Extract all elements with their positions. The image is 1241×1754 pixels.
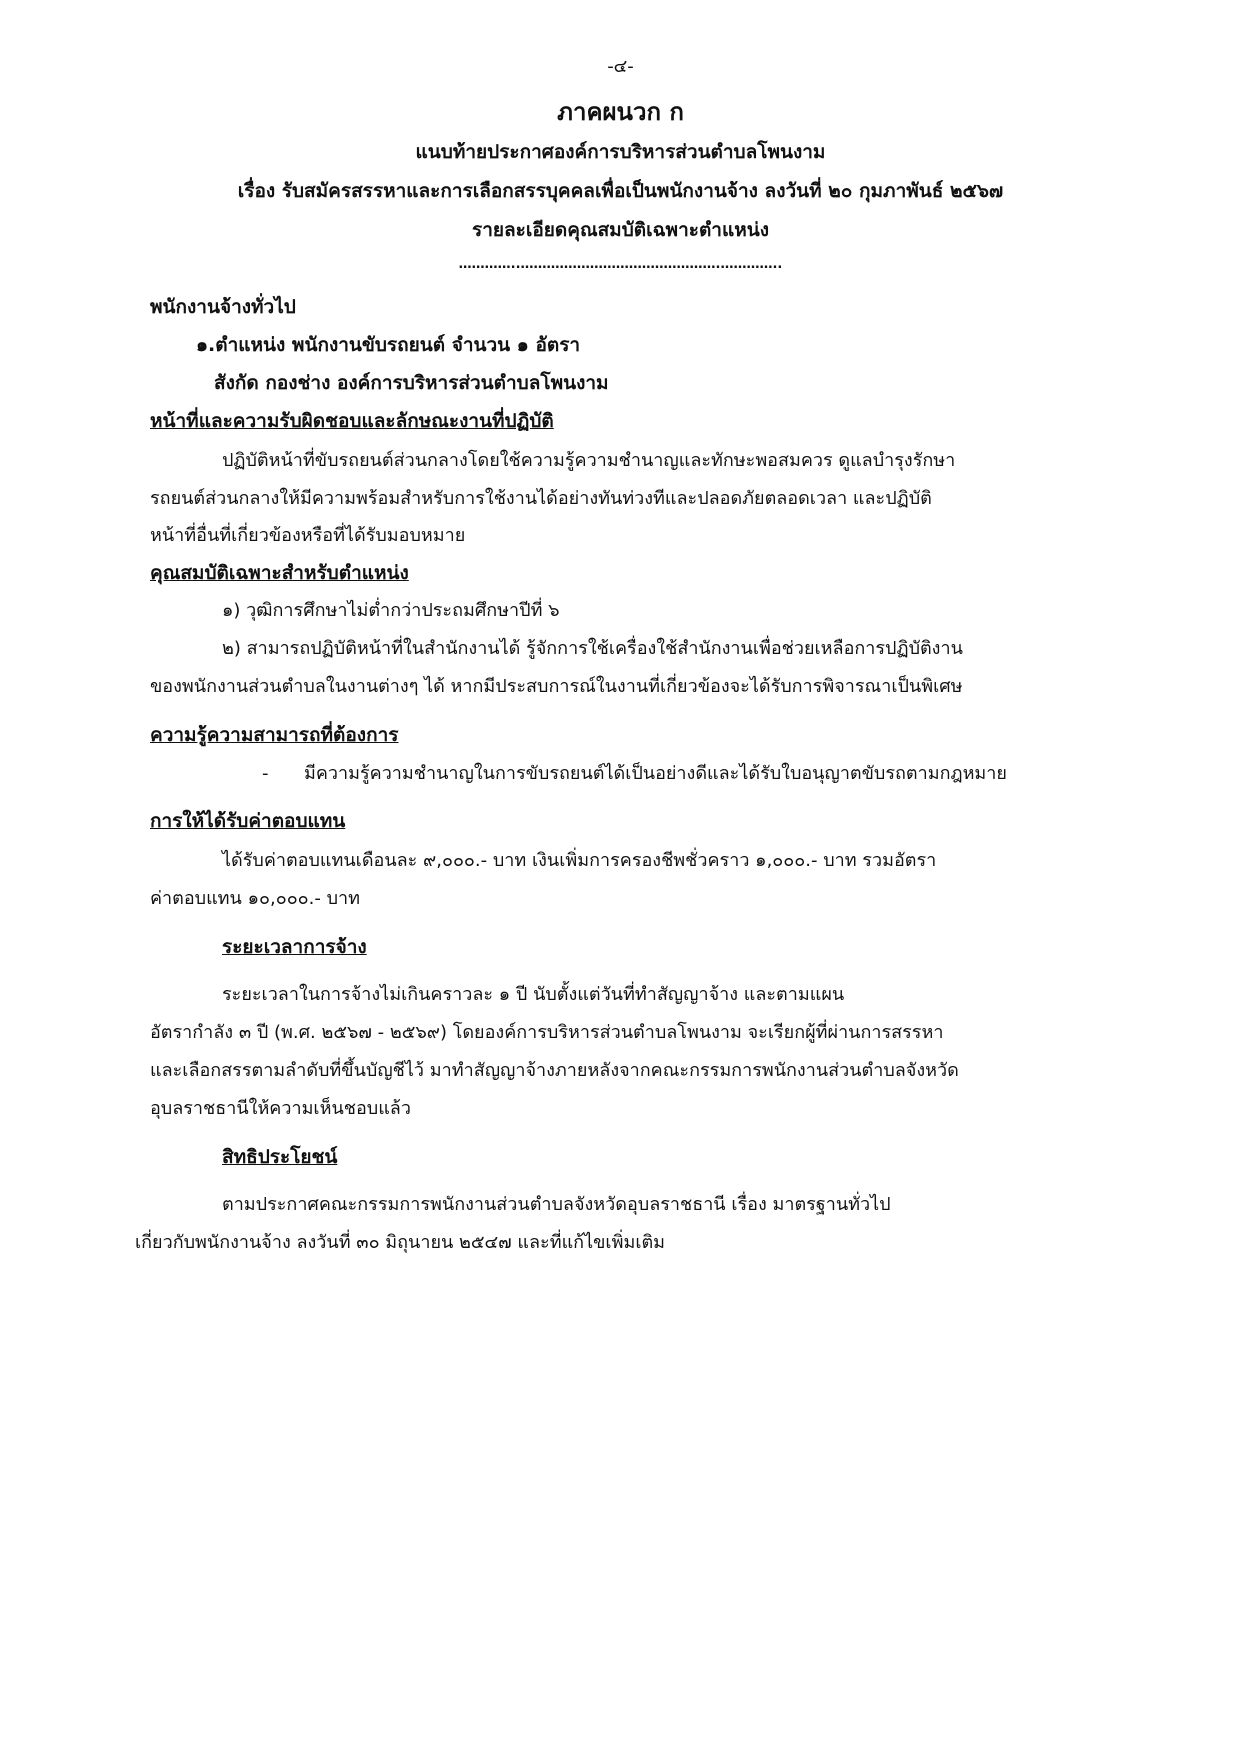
- employment-period-heading: ระยะเวลาการจ้าง: [222, 936, 367, 958]
- knowledge-heading: ความรู้ความสามารถที่ต้องการ: [150, 724, 399, 746]
- employment-period-line-3: และเลือกสรรตามลำดับที่ขึ้นบัญชีไว้ มาทำสัญญาจ้างภายหลังจากคณะกรรมการพนักงานส่วนตำบลจังหวัด: [150, 1060, 959, 1081]
- duties-line-3: หน้าที่อื่นที่เกี่ยวข้องหรือที่ได้รับมอบหมาย: [150, 525, 466, 546]
- position-affiliation: สังกัด กองช่าง องค์การบริหารส่วนตำบลโพนงาม: [214, 372, 609, 394]
- employment-period-line-1: ระยะเวลาในการจ้างไม่เกินคราวละ ๑ ปี นับตั้งแต่วันที่ทำสัญญาจ้าง และตามแผน: [222, 984, 845, 1005]
- duties-line-2: รถยนต์ส่วนกลางให้มีความพร้อมสำหรับการใช้งานได้อย่างทันท่วงทีและปลอดภัยตลอดเวลา และปฏิบัติ: [150, 488, 932, 509]
- compensation-line-1: ได้รับค่าตอบแทนเดือนละ ๙,๐๐๐.- บาท เงินเพิ่มการครองชีพชั่วคราว ๑,๐๐๐.- บาท รวมอัตรา: [222, 850, 937, 871]
- benefits-heading: สิทธิประโยชน์: [222, 1146, 338, 1168]
- page-number: -๔-: [607, 56, 634, 77]
- employment-period-line-2: อัตรากำลัง ๓ ปี (พ.ศ. ๒๕๖๗ - ๒๕๖๙) โดยองค์การบริหารส่วนตำบลโพนงาม จะเรียกผู้ที่ผ่านการสรรหา: [150, 1022, 944, 1043]
- qualification-item-2-line-2: ของพนักงานส่วนตำบลในงานต่างๆ ได้ หากมีประสบการณ์ในงานที่เกี่ยวข้องจะได้รับการพิจารณาเป็นพิเศษ: [150, 676, 963, 697]
- position-title: ๑.ตำแหน่ง พนักงานขับรถยนต์ จำนวน ๑ อัตรา: [196, 334, 581, 356]
- qualifications-heading: คุณสมบัติเฉพาะสำหรับตำแหน่ง: [150, 562, 409, 584]
- knowledge-item: มีความรู้ความชำนาญในการขับรถยนต์ได้เป็นอย่างดีและได้รับใบอนุญาตขับรถตามกฎหมาย: [304, 763, 1007, 784]
- attachment-line: แนบท้ายประกาศองค์การบริหารส่วนตำบลโพนงาม: [415, 141, 826, 163]
- qualification-item-2-line-1: ๒) สามารถปฏิบัติหน้าที่ในสำนักงานได้ รู้จักการใช้เครื่องใช้สำนักงานเพื่อช่วยเหลือการปฏิบัติงาน: [222, 638, 963, 659]
- employee-type: พนักงานจ้างทั่วไป: [150, 296, 296, 318]
- compensation-heading: การให้ได้รับค่าตอบแทน: [150, 810, 346, 832]
- benefits-line-1: ตามประกาศคณะกรรมการพนักงานส่วนตำบลจังหวัดอุบลราชธานี เรื่อง มาตรฐานทั่วไป: [222, 1194, 891, 1215]
- benefits-line-2: เกี่ยวกับพนักงานจ้าง ลงวันที่ ๓๐ มิถุนายน ๒๕๔๗ และที่แก้ไขเพิ่มเติม: [135, 1232, 666, 1253]
- duties-line-1: ปฏิบัติหน้าที่ขับรถยนต์ส่วนกลางโดยใช้ความรู้ความชำนาญและทักษะพอสมควร ดูแลบำรุงรักษา: [222, 450, 956, 471]
- knowledge-bullet: -: [262, 763, 269, 784]
- dotted-separator: …………..……………………………………….…………..: [458, 257, 783, 272]
- employment-period-line-4: อุบลราชธานีให้ความเห็นชอบแล้ว: [150, 1098, 411, 1119]
- appendix-title: ภาคผนวก ก: [557, 98, 684, 126]
- detail-line: รายละเอียดคุณสมบัติเฉพาะตำแหน่ง: [472, 219, 769, 241]
- subject-line: เรื่อง รับสมัครสรรหาและการเลือกสรรบุคคลเพื่อเป็นพนักงานจ้าง ลงวันที่ ๒๐ กุมภาพันธ์ ๒๕๖๗: [237, 180, 1004, 202]
- compensation-line-2: ค่าตอบแทน ๑๐,๐๐๐.- บาท: [150, 888, 360, 909]
- duties-heading: หน้าที่และความรับผิดชอบและลักษณะงานที่ปฏิบัติ: [150, 410, 554, 432]
- qualification-item-1: ๑) วุฒิการศึกษาไม่ต่ำกว่าประถมศึกษาปีที่ ๖: [222, 600, 560, 621]
